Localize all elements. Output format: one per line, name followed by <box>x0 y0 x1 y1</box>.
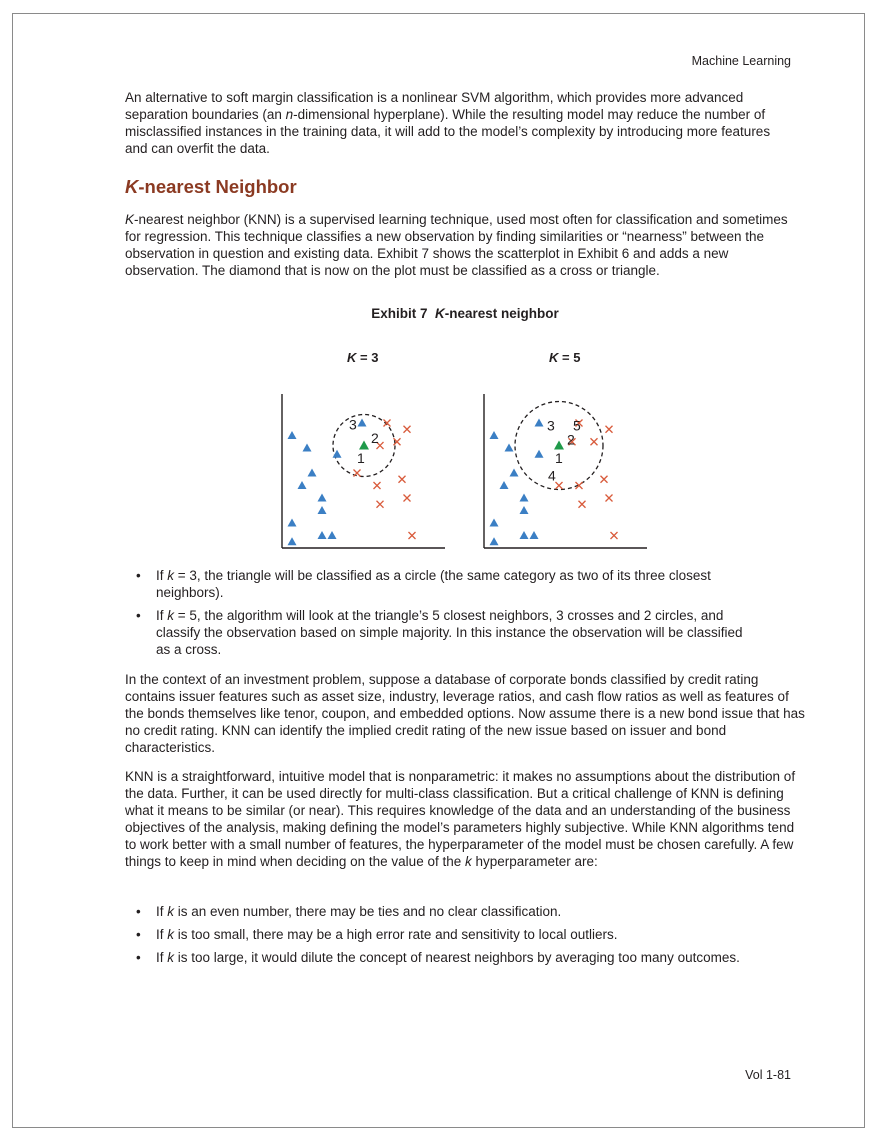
triangle-point <box>535 419 544 427</box>
text-run-italic: k <box>167 904 175 919</box>
knn-intro-paragraph <box>125 211 805 279</box>
text-run: If <box>156 568 168 583</box>
panel-title-italic: K <box>347 350 357 365</box>
cross-point <box>591 438 598 445</box>
neighbor-rank-label: 1 <box>357 450 365 466</box>
triangle-point <box>303 444 312 452</box>
bullet-icon: • <box>136 568 141 583</box>
text-run: KNN is a straightforward, intuitive model that is nonparametric: it makes no assumptions about the distribution of the data. Further, it can be used directly for multi-class classification. But a critical challenge of KNN is defining what it means to be similar (or near). This requires knowledge of the data and an understanding of the business objectives of the analysis, making defining the model’s parameters highly subjective. While KNN algorithms tend to work better with a small number of features, the hyperparameter of the model must be chosen carefully. A few things to keep in mind when deciding on the value of the <box>125 769 796 869</box>
exhibit-label: Exhibit 7 <box>371 306 435 321</box>
panel-title-k5 <box>549 349 580 366</box>
triangle-point <box>510 469 519 477</box>
triangle-point <box>490 519 499 527</box>
bullet-icon: • <box>136 608 141 623</box>
cross-point <box>404 495 411 502</box>
cross-point <box>399 476 406 483</box>
text-run: If <box>156 904 168 919</box>
cross-point <box>601 476 608 483</box>
text-run: hyperparameter are: <box>471 854 598 869</box>
panel-title-italic: K <box>549 350 559 365</box>
text-run: = 5, the algorithm will look at the triangle’s 5 closest neighbors, 3 crosses and 2 circles, and classify the observation based on simple majority. In this instance the observation will be classified as a cross. <box>156 608 743 657</box>
heading-italic: K <box>125 176 139 197</box>
scatter-plot-k3 <box>279 382 447 552</box>
list-item <box>125 903 745 920</box>
triangle-point <box>490 537 499 545</box>
triangle-point <box>288 519 297 527</box>
panel-title-rest: = 5 <box>558 350 581 365</box>
heading-rest: -nearest Neighbor <box>138 176 297 197</box>
section-heading <box>125 178 297 195</box>
bullet-icon: • <box>136 904 141 919</box>
cross-point <box>611 532 618 539</box>
triangle-point <box>288 431 297 439</box>
triangle-point <box>318 506 327 514</box>
bullet-icon: • <box>136 950 141 965</box>
neighbor-rank-label: 2 <box>371 430 379 446</box>
cross-point <box>409 532 416 539</box>
text-run-italic: k <box>167 608 175 623</box>
triangle-point <box>288 537 297 545</box>
triangle-point <box>490 431 499 439</box>
triangle-point <box>520 506 529 514</box>
cross-point <box>404 426 411 433</box>
panel-title-rest: = 3 <box>356 350 379 365</box>
text-run: is too small, there may be a high error rate and sensitivity to local outliers. <box>174 927 618 942</box>
text-run: -dimensional hyperplane). While the resulting model may reduce the number of misclassified instances in the training data, it will add to the model’s complexity by introducing more features and can overfit the data. <box>125 107 771 156</box>
triangle-point <box>318 494 327 502</box>
text-run-italic: k <box>464 854 472 869</box>
text-run: If <box>156 927 168 942</box>
cross-point <box>606 426 613 433</box>
list-item <box>125 926 745 943</box>
cross-point <box>354 470 361 477</box>
neighbor-rank-label: 5 <box>573 417 581 434</box>
triangle-point <box>530 531 539 539</box>
triangle-point <box>505 444 514 452</box>
text-run: An alternative to soft margin classification is a nonlinear SVM algorithm, which provides more advanced separation boundaries (an <box>125 90 744 122</box>
text-run: If <box>156 608 168 623</box>
running-head: Machine Learning <box>691 54 791 68</box>
cross-point <box>556 482 563 489</box>
triangle-point <box>318 531 327 539</box>
page <box>12 13 865 1128</box>
triangle-point <box>298 481 307 489</box>
text-run: is too large, it would dilute the concept of nearest neighbors by averaging too many outcomes. <box>174 950 740 965</box>
scatter-plot-k5 <box>481 382 649 552</box>
triangle-point <box>308 469 317 477</box>
text-run-italic: k <box>167 950 175 965</box>
triangle-point <box>520 494 529 502</box>
text-run-italic: K <box>125 212 135 227</box>
new-observation-point <box>554 441 564 450</box>
triangle-point <box>500 481 509 489</box>
text-run: is an even number, there may be ties and no clear classification. <box>174 904 562 919</box>
neighbor-rank-label: 1 <box>555 450 563 466</box>
text-run: -nearest neighbor (KNN) is a supervised learning technique, used most often for classification and sometimes for regression. This technique classifies a new observation by finding similarities or “nearness” between the observation in question and existing data. Exhibit 7 shows the scatterplot in Exhibit 6 and adds a new observation. The diamond that is now on the plot must be classified as a cross or triangle. <box>125 212 788 278</box>
new-observation-point <box>359 441 369 450</box>
text-run-italic: k <box>167 568 175 583</box>
list-item <box>125 607 745 658</box>
exhibit-title <box>125 305 805 322</box>
knn-paragraph <box>125 768 805 870</box>
text-run: If <box>156 950 168 965</box>
list-item <box>125 567 745 601</box>
text-run-italic: k <box>167 927 175 942</box>
exhibit-title-rest: -nearest neighbor <box>444 306 559 321</box>
text-run: = 3, the triangle will be classified as a circle (the same category as two of its three closest neighbors). <box>156 568 711 600</box>
k-bullet-list <box>125 567 745 664</box>
text-run-italic: n <box>285 107 294 122</box>
triangle-point <box>520 531 529 539</box>
cross-point <box>374 482 381 489</box>
list-item <box>125 949 745 966</box>
neighbor-rank-label: 3 <box>547 417 555 434</box>
panel-title-k3 <box>347 349 378 366</box>
bullet-icon: • <box>136 927 141 942</box>
intro-paragraph <box>125 89 795 157</box>
neighbor-rank-label: 2 <box>567 431 575 448</box>
cross-point <box>579 501 586 508</box>
cross-point <box>606 495 613 502</box>
exhibit-title-italic: K <box>434 306 445 321</box>
investment-paragraph: In the context of an investment problem, suppose a database of corporate bonds classified by credit rating contains issuer features such as asset size, industry, leverage ratios, and cash flow ratios as well as features of the bonds themselves like tenor, coupon, and embedded options. Now assume there is a new bond issue that has no credit rating. KNN can identify the implied credit rating of the new issue based on issuer and bond characteristics. <box>125 672 805 755</box>
cross-point <box>377 501 384 508</box>
page-number: Vol 1-81 <box>745 1068 791 1082</box>
neighbor-rank-label: 4 <box>548 467 556 484</box>
triangle-point <box>358 419 367 427</box>
triangle-point <box>328 531 337 539</box>
neighbor-rank-label: 3 <box>349 416 357 433</box>
triangle-point <box>535 450 544 458</box>
hyperparameter-bullet-list <box>125 903 745 972</box>
